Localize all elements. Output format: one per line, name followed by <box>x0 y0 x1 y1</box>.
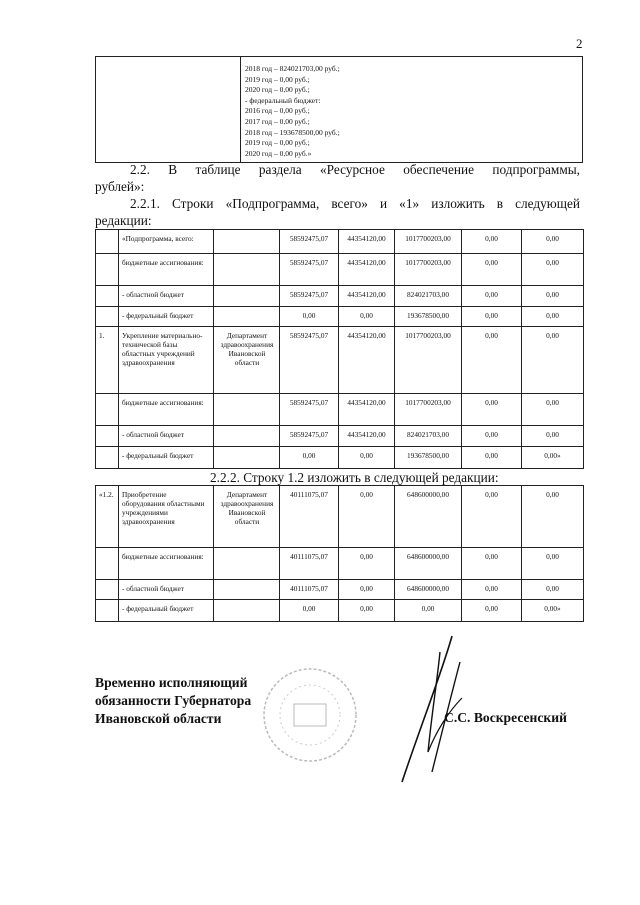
continuation-line: 2016 год – 0,00 руб.; <box>245 106 310 116</box>
cell-v2: 0,00 <box>339 447 395 469</box>
cell-v5: 0,00 <box>522 580 584 600</box>
paragraph-2-2-1-cont: редакции: <box>95 213 152 228</box>
cell-v4: 0,00 <box>462 254 522 286</box>
cell-v3: 193678500,00 <box>395 447 462 469</box>
cell-v5: 0,00 <box>522 307 584 327</box>
cell-n <box>96 254 119 286</box>
cell-v1: 40111075,07 <box>280 580 339 600</box>
cell-v1: 0,00 <box>280 600 339 622</box>
cell-v2: 0,00 <box>339 307 395 327</box>
cell-dept: Департамент здравоохранения Ивановской области <box>214 327 280 394</box>
cell-v1: 0,00 <box>280 307 339 327</box>
continuation-line: 2019 год – 0,00 руб.; <box>245 138 310 148</box>
table-row <box>96 230 584 254</box>
cell-v4: 0,00 <box>462 327 522 394</box>
cell-v3: 648600000,00 <box>395 548 462 580</box>
cell-n <box>96 580 119 600</box>
cell-name: «Подпрограмма, всего: <box>119 230 214 254</box>
cell-n <box>96 286 119 307</box>
cell-name: - федеральный бюджет <box>119 447 214 469</box>
cell-dept <box>214 254 280 286</box>
paragraph-2-2: 2.2. В таблице раздела «Ресурсное обеспечение подпрограммы, <box>130 162 580 177</box>
paragraph-2-2-2: 2.2.2. Строку 1.2 изложить в следующей редакции: <box>210 470 499 485</box>
cell-v5: 0,00 <box>522 394 584 426</box>
continuation-line: 2020 год – 0,00 руб.; <box>245 85 310 95</box>
cell-v2: 0,00 <box>339 600 395 622</box>
cell-v1: 40111075,07 <box>280 548 339 580</box>
signatory-title-line: обязанности Губернатора <box>95 693 252 708</box>
cell-name: - федеральный бюджет <box>119 307 214 327</box>
table-row <box>96 447 584 469</box>
cell-v4: 0,00 <box>462 307 522 327</box>
cell-v5: 0,00 <box>522 230 584 254</box>
cell-v5: 0,00» <box>522 447 584 469</box>
cell-n <box>96 426 119 447</box>
cell-dept <box>214 548 280 580</box>
table-row <box>96 286 584 307</box>
continuation-line: 2018 год – 824021703,00 руб.; <box>245 64 340 73</box>
cell-v2: 44354120,00 <box>339 327 395 394</box>
cell-n <box>96 230 119 254</box>
cell-v5: 0,00 <box>522 486 584 548</box>
table-row <box>96 327 584 394</box>
cell-name: Укрепление материально-технической базы областных учреждений здравоохранения <box>119 327 214 394</box>
cell-v5: 0,00 <box>522 327 584 394</box>
continuation-line: 2019 год – 0,00 руб.; <box>245 74 310 84</box>
cell-name: бюджетные ассигнования: <box>119 254 214 286</box>
paragraph-2-2-1: 2.2.1. Строки «Подпрограмма, всего» и «1» изложить в следующей <box>130 196 580 211</box>
cell-dept <box>214 426 280 447</box>
cell-name: - областной бюджет <box>119 426 214 447</box>
cell-v5: 0,00 <box>522 254 584 286</box>
cell-n <box>96 548 119 580</box>
cell-dept <box>214 230 280 254</box>
cell-v3: 193678500,00 <box>395 307 462 327</box>
cell-n <box>96 447 119 469</box>
continuation-line: 2018 год – 193678500,00 руб.; <box>245 127 340 137</box>
cell-v2: 0,00 <box>339 486 395 548</box>
cell-v1: 58592475,07 <box>280 327 339 394</box>
cell-v4: 0,00 <box>462 600 522 622</box>
continuation-line: 2020 год – 0,00 руб.» <box>245 148 312 158</box>
cell-v5: 0,00 <box>522 286 584 307</box>
cell-v2: 44354120,00 <box>339 230 395 254</box>
cell-v1: 0,00 <box>280 447 339 469</box>
cell-n <box>96 600 119 622</box>
page-number: 2 <box>576 36 583 51</box>
cell-v4: 0,00 <box>462 447 522 469</box>
table-row <box>96 600 584 622</box>
cell-v1: 40111075,07 <box>280 486 339 548</box>
continuation-line: - федеральный бюджет: <box>245 95 321 105</box>
cell-dept <box>214 307 280 327</box>
cell-v2: 44354120,00 <box>339 394 395 426</box>
cell-v3: 648600000,00 <box>395 580 462 600</box>
cell-v2: 44354120,00 <box>339 254 395 286</box>
cell-v5: 0,00 <box>522 548 584 580</box>
resources-table-2 <box>95 485 584 622</box>
signatory-title-line: Временно исполняющий <box>95 675 248 690</box>
cell-v3: 824021703,00 <box>395 426 462 447</box>
cell-v5: 0,00 <box>522 426 584 447</box>
table-row <box>96 486 584 548</box>
cell-name: бюджетные ассигнования: <box>119 548 214 580</box>
cell-v1: 58592475,07 <box>280 426 339 447</box>
cell-v3: 824021703,00 <box>395 286 462 307</box>
cell-v2: 0,00 <box>339 580 395 600</box>
cell-v2: 0,00 <box>339 548 395 580</box>
cell-v4: 0,00 <box>462 286 522 307</box>
cell-n: «1.2. <box>96 486 119 548</box>
cell-dept: Департамент здравоохранения Ивановской области <box>214 486 280 548</box>
cell-v3: 0,00 <box>395 600 462 622</box>
cell-n: 1. <box>96 327 119 394</box>
paragraph-2-2-cont: рублей»: <box>95 179 145 194</box>
table-row <box>96 580 584 600</box>
cell-v1: 58592475,07 <box>280 254 339 286</box>
signatory-name: С.С. Воскресенский <box>444 710 567 725</box>
cell-v1: 58592475,07 <box>280 230 339 254</box>
cell-name: - областной бюджет <box>119 286 214 307</box>
cell-v1: 58592475,07 <box>280 286 339 307</box>
continuation-line: 2017 год – 0,00 руб.; <box>245 116 310 126</box>
cell-n <box>96 307 119 327</box>
cell-v3: 1017700203,00 <box>395 254 462 286</box>
cell-n <box>96 394 119 426</box>
cell-dept <box>214 447 280 469</box>
cell-v3: 648600000,00 <box>395 486 462 548</box>
cell-v2: 44354120,00 <box>339 426 395 447</box>
cell-v4: 0,00 <box>462 486 522 548</box>
cell-v4: 0,00 <box>462 580 522 600</box>
cell-v5: 0,00» <box>522 600 584 622</box>
table-row <box>96 307 584 327</box>
signatory-title-line: Ивановской области <box>95 711 222 726</box>
cell-name: бюджетные ассигнования: <box>119 394 214 426</box>
cell-v3: 1017700203,00 <box>395 230 462 254</box>
continuation-cell <box>241 57 583 163</box>
cell-dept <box>214 394 280 426</box>
cell-v4: 0,00 <box>462 548 522 580</box>
cell-dept <box>214 580 280 600</box>
continuation-empty-cell <box>96 57 241 163</box>
cell-v4: 0,00 <box>462 230 522 254</box>
continuation-table <box>95 56 583 163</box>
cell-dept <box>214 600 280 622</box>
cell-dept <box>214 286 280 307</box>
cell-v2: 44354120,00 <box>339 286 395 307</box>
table-row <box>96 394 584 426</box>
resources-table-1 <box>95 229 584 469</box>
cell-v4: 0,00 <box>462 426 522 447</box>
table-row <box>96 548 584 580</box>
cell-name: - областной бюджет <box>119 580 214 600</box>
signatory-title <box>95 674 251 728</box>
cell-v4: 0,00 <box>462 394 522 426</box>
cell-name: Приобретение оборудования областными учреждениями здравоохранения <box>119 486 214 548</box>
table-row <box>96 426 584 447</box>
table-row <box>96 254 584 286</box>
cell-v3: 1017700203,00 <box>395 394 462 426</box>
cell-v3: 1017700203,00 <box>395 327 462 394</box>
cell-v1: 58592475,07 <box>280 394 339 426</box>
official-stamp <box>250 660 370 770</box>
cell-name: - федеральный бюджет <box>119 600 214 622</box>
